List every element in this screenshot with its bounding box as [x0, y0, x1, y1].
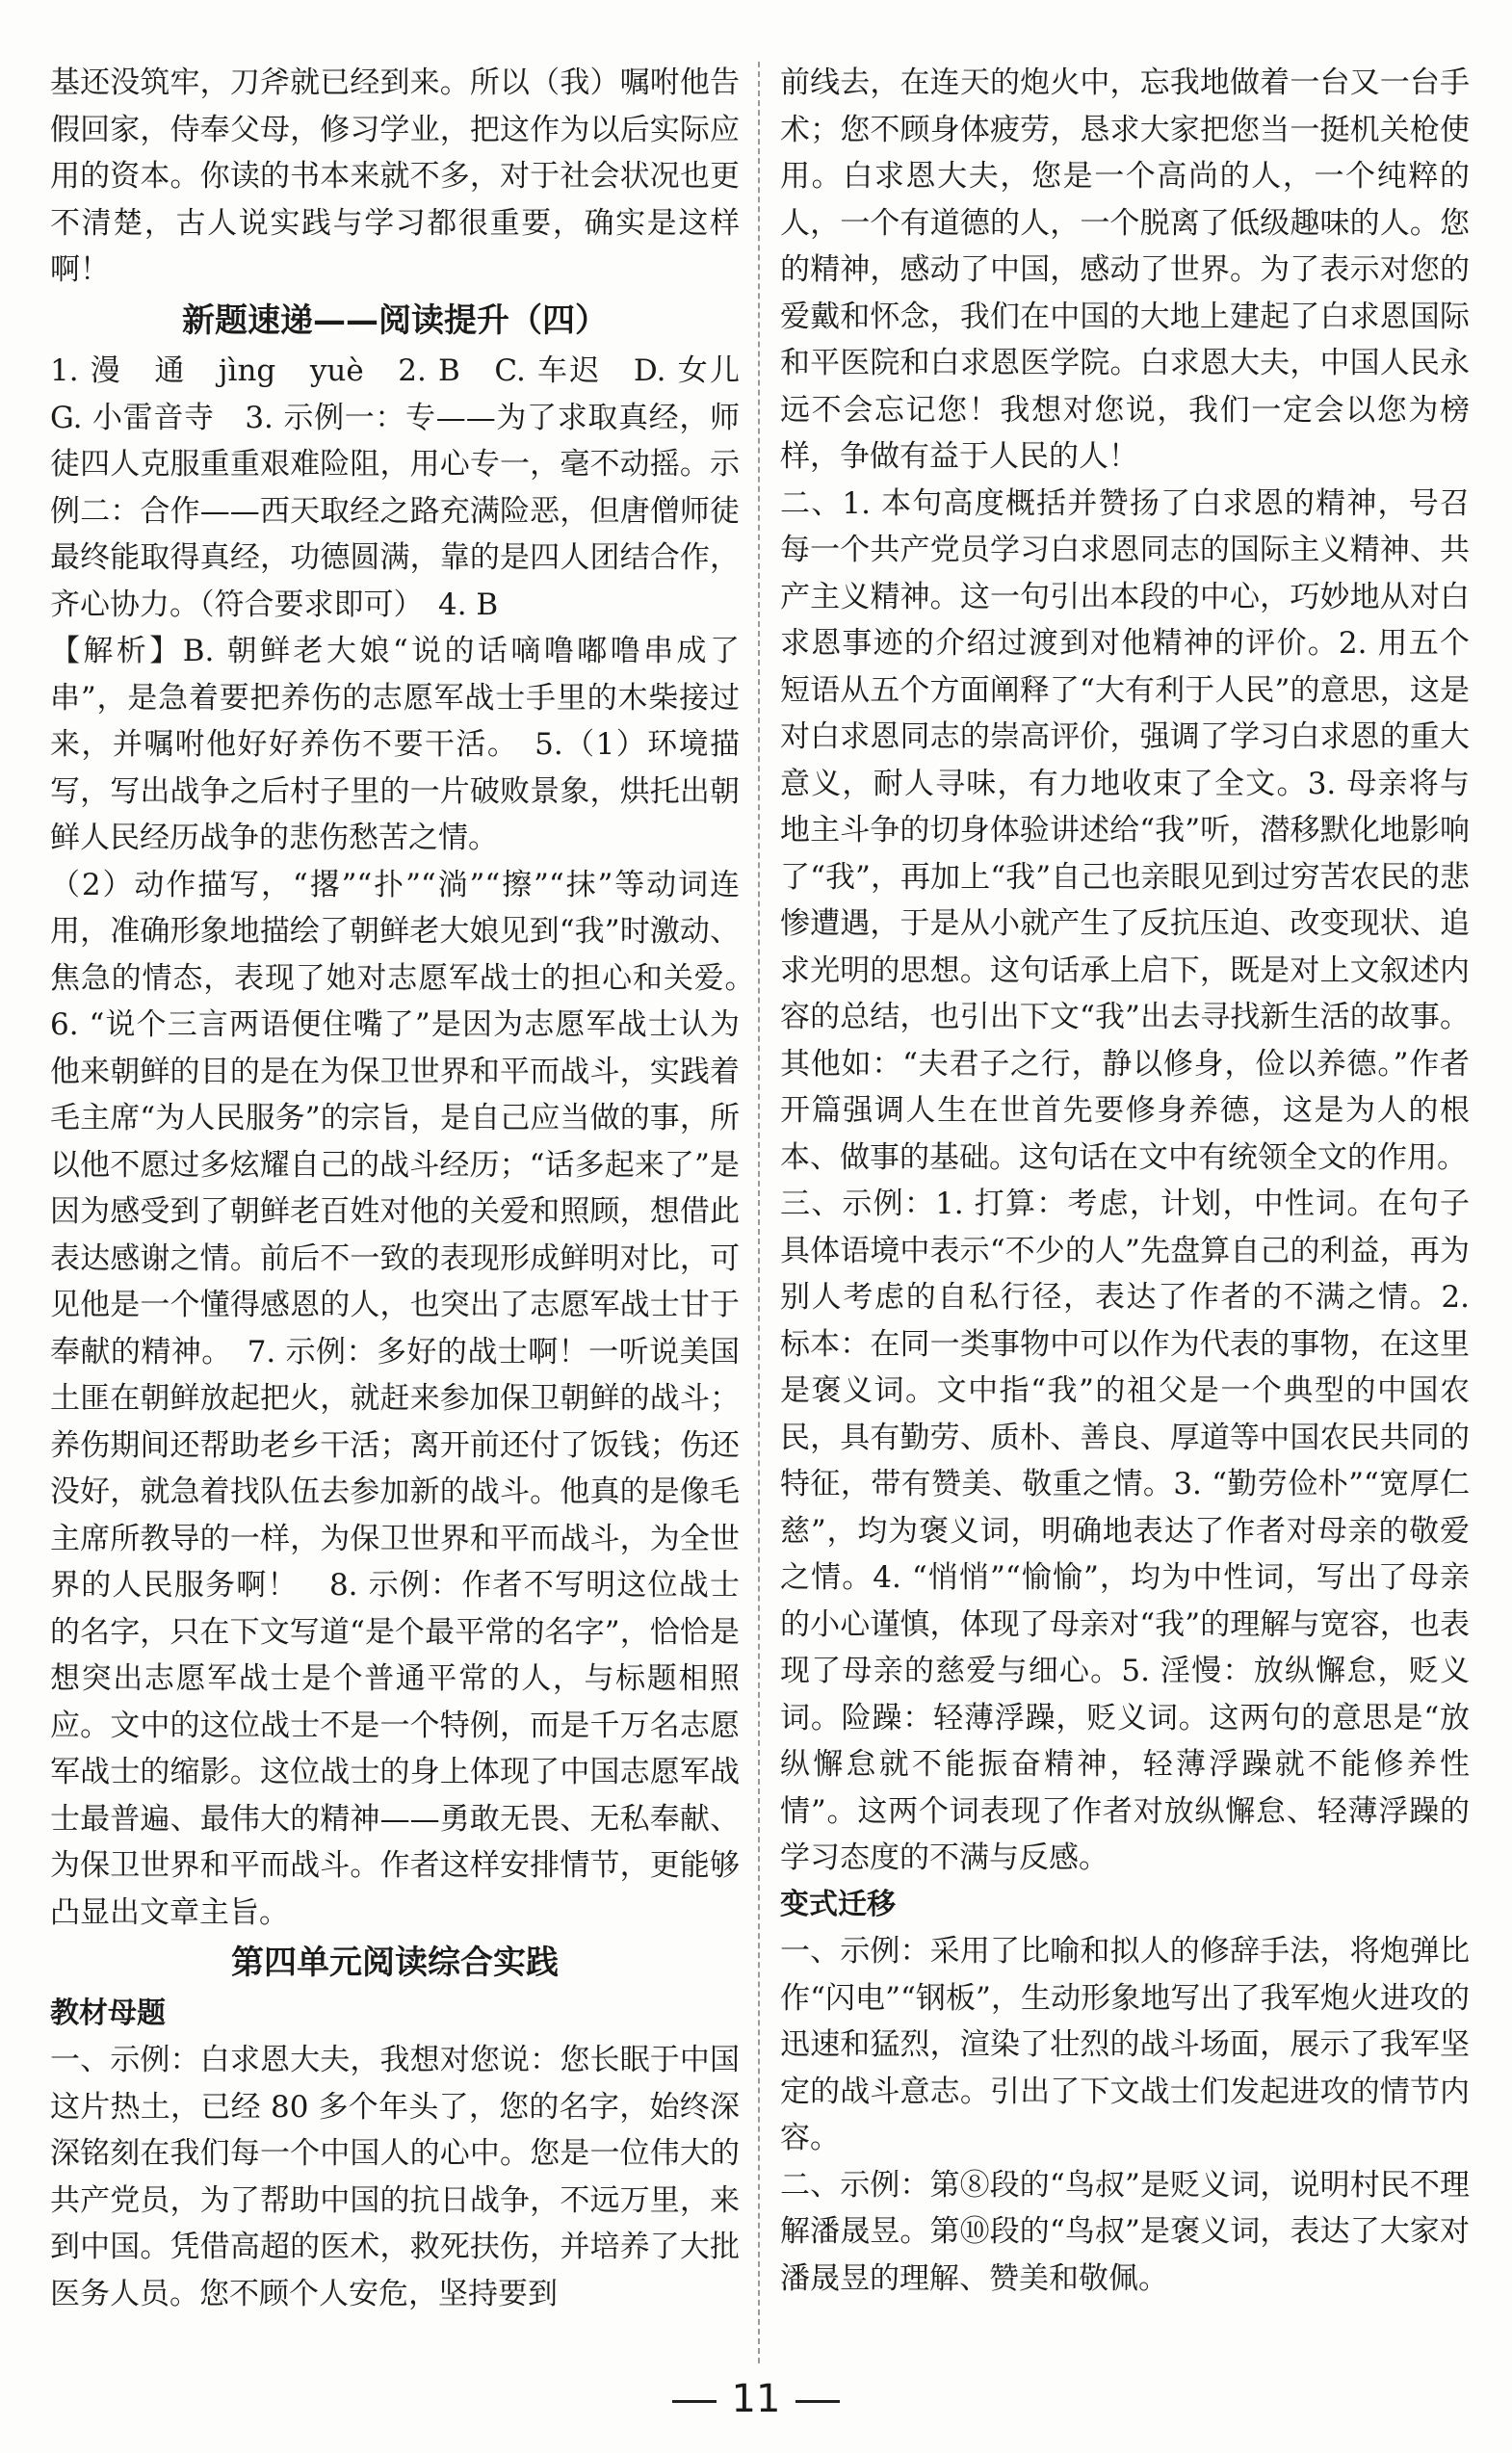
paragraph: 一、示例：白求恩大夫，我想对您说：您长眠于中国这片热土，已经 80 多个年头了，您的名字，始终深深铭刻在我们每一个中国人的心中。您是一位伟大的共产党员，为了帮助中国的抗日战争，不远万里，来到中国。凭借高超的医术，救死扶伤，并培养了大批医务人员。您不顾个人安危，坚持要到 — [50, 2043, 740, 2311]
paragraph: 二、示例：第⑧段的“鸟叔”是贬义词，说明村民不理解潘晟昱。第⑩段的“鸟叔”是褒义词，表达了大家对潘晟昱的理解、赞美和敬佩。 — [780, 2167, 1470, 2296]
paragraph: 三、示例：1. 打算：考虑，计划，中性词。在句子具体语境中表示“不少的人”先盘算自己的利益，再为别人考虑的自私行径，表达了作者的不满之情。2. 标本：在同一类事物中可以作为代表的事物，在这里是褒义词。文中指“我”的祖父是一个典型的中国农民，具有勤劳、质朴、善良、厚道等中国农民共同的特征，带有赞美、敬重之情。3. “勤劳俭朴”“宽厚仁慈”，均为褒义词，明确地表达了作者对母亲的敬爱之情。4. “悄悄”“愉愉”，均为中性词，写出了母亲的小心谨慎，体现了母亲对“我”的理解与宽容，也表现了母亲的慈爱与细心。5. 淫慢：放纵懈怠，贬义词。险躁：轻薄浮躁，贬义词。这两句的意思是“放纵懈怠就不能振奋精神，轻薄浮躁就不能修养性情”。这两个词表现了作者对放纵懈怠、轻薄浮躁的学习态度的不满与反感。 — [780, 1187, 1470, 1875]
sub-title: 变式迁移 — [780, 1887, 896, 1921]
paragraph: 一、示例：采用了比喻和拟人的修辞手法，将炮弹比作“闪电”“钢板”，生动形象地写出了我军炮火进攻的迅速和猛烈，渲染了壮烈的战斗场面，展示了我军坚定的战斗意志。引出了下文战士们发起进攻的情节内容。 — [780, 1934, 1470, 2155]
page-number: 11 — [731, 2377, 781, 2421]
paragraph: 【解析】B. 朝鲜老大娘“说的话嘀噜嘟噜串成了串”，是急着要把养伤的志愿军战士手里的木柴接过来，并嘱咐他好好养伤不要干活。 5.（1）环境描写，写出战争之后村子里的一片破败景象，烘托出朝鲜人民经历战争的悲伤愁苦之情。 — [50, 634, 740, 855]
paragraph: 二、1. 本句高度概括并赞扬了白求恩的精神，号召每一个共产党员学习白求恩同志的国际主义精神、共产主义精神。这一句引出本段的中心，巧妙地从对白求恩事迹的介绍过渡到对他精神的评价。2. 用五个短语从五个方面阐释了“大有利于人民”的意思，这是对白求恩同志的崇高评价，强调了学习白求恩的重大意义，耐人寻味，有力地收束了全文。3. 母亲将与地主斗争的切身体验讲述给“我”听，潜移默化地影响了“我”，再加上“我”自己也亲眼见到过穷苦农民的悲惨遭遇，于是从小就产生了反抗压迫、改变现状、追求光明的思想。这句话承上启下，既是对上文叙述内容的总结，也引出下文“我”出去寻找新生活的故事。其他如：“夫君子之行，静以修身，俭以养德。”作者开篇强调人生在世首先要修身养德，这是为人的根本、做事的基础。这句话在文中有统领全文的作用。 — [780, 485, 1470, 1175]
section-title: 新题速递——阅读提升（四） — [182, 300, 608, 340]
footer-dash — [672, 2400, 717, 2403]
section-title: 第四单元阅读综合实践 — [231, 1944, 559, 1982]
column-divider — [758, 62, 760, 2363]
left-column — [50, 60, 769, 2317]
footer-dash — [795, 2400, 840, 2403]
sub-title: 教材母题 — [50, 1996, 166, 2030]
paragraph: 1. 漫 通 jìng yuè 2. B C. 车迟 D. 女儿 G. 小雷音寺 3. 示例一：专——为了求取真经，师徒四人克服重重艰难险阻，用心专一，毫不动摇。示例二：合作——西天取经之路充满险恶，但唐僧师徒最终能取得真经，功德圆满，靠的是四人团结合作，齐心协力。（符合要求即可） 4. B — [50, 353, 769, 622]
right-column — [780, 60, 1470, 2302]
paragraph: 基还没筑牢，刀斧就已经到来。所以（我）嘱咐他告假回家，侍奉父母，修习学业，把这作为以后实际应用的资本。你读的书本来就不多，对于社会状况也更不清楚，古人说实践与学习都很重要，确实是这样啊！ — [50, 65, 740, 287]
paragraph: 前线去，在连天的炮火中，忘我地做着一台又一台手术；您不顾身体疲劳，恳求大家把您当一挺机关枪使用。白求恩大夫，您是一个高尚的人，一个纯粹的人，一个有道德的人，一个脱离了低级趣味的人。您的精神，感动了中国，感动了世界。为了表示对您的爱戴和怀念，我们在中国的大地上建起了白求恩国际和平医院和白求恩医学院。白求恩大夫，中国人民永远不会忘记您！我想对您说，我们一定会以您为榜样，争做有益于人民的人！ — [780, 65, 1470, 474]
paragraph: （2）动作描写，“撂”“扑”“淌”“擦”“抹”等动词连用，准确形象地描绘了朝鲜老大娘见到“我”时激动、焦急的情态，表现了她对志愿军战士的担心和关爱。 6. “说个三言两语便住嘴了”是因为志愿军战士认为他来朝鲜的目的是在为保卫世界和平而战斗，实践着毛主席“为人民服务”的宗旨，是自己应当做的事，所以他不愿过多炫耀自己的战斗经历；“话多起来了”是因为感受到了朝鲜老百姓对他的关爱和照顾，想借此表达感谢之情。前后不一致的表现形成鲜明对比，可见他是一个懂得感恩的人，也突出了志愿军战士甘于奉献的精神。 7. 示例：多好的战士啊！一听说美国土匪在朝鲜放起把火，就赶来参加保卫朝鲜的战斗；养伤期间还帮助老乡干活；离开前还付了饭钱；伤还没好，就急着找队伍去参加新的战斗。他真的是像毛主席所教导的一样，为保卫世界和平而战斗，为全世界的人民服务啊！ 8. 示例：作者不写明这位战士的名字，只在下文写道“是个最平常的名字”，恰恰是想突出志愿军战士是个普通平常的人，与标题相照应。文中的这位战士不是一个特例，而是千万名志愿军战士的缩影。这位战士的身上体现了中国志愿军战士最普遍、最伟大的精神——勇敢无畏、无私奉献、为保卫世界和平而战斗。作者这样安排情节，更能够凸显出文章主旨。 — [50, 867, 769, 1930]
page-footer — [0, 2377, 1512, 2421]
